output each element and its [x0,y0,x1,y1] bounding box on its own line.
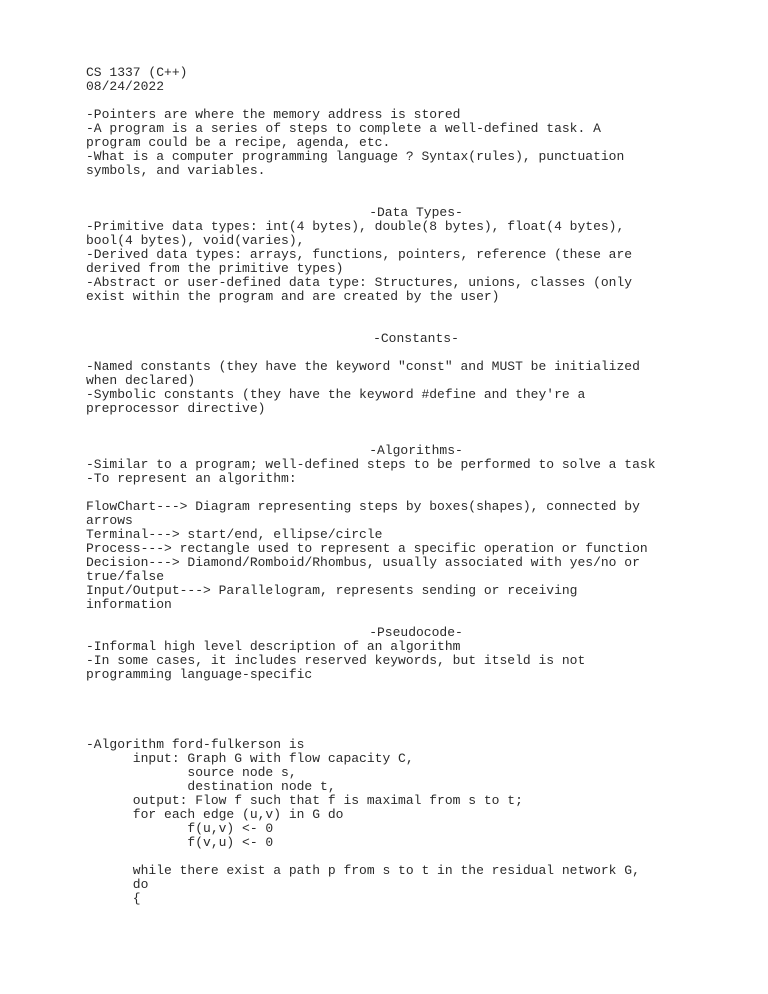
section-heading: -Pseudocode- [369,625,463,640]
code-line: while there exist a path p from s to t in the residual network G, [86,863,640,878]
intro-section [86,108,746,178]
text-line: bool(4 bytes), void(varies), [86,233,305,248]
algorithms-section [86,444,746,612]
text-line: -Similar to a program; well-defined steps to be performed to solve a task [86,457,656,472]
constants-section [86,332,746,416]
section-heading: -Data Types- [369,205,463,220]
ford-fulkerson-pseudocode [86,738,746,906]
text-line: exist within the program and are created by the user) [86,289,500,304]
course-title: CS 1337 (C++) [86,65,188,80]
code-line: f(u,v) <- 0 [86,821,274,836]
code-line: do [86,877,149,892]
code-line: output: Flow f such that f is maximal from s to t; [86,793,523,808]
text-line: program could be a recipe, agenda, etc. [86,135,391,150]
section-heading: -Constants- [373,331,459,346]
text-line: when declared) [86,373,196,388]
data-types-section [86,206,746,304]
note-date: 08/24/2022 [86,79,165,94]
text-line: -Abstract or user-defined data type: Structures, unions, classes (only [86,275,633,290]
text-line: Process---> rectangle used to represent a specific operation or function [86,541,648,556]
text-line: -In some cases, it includes reserved keywords, but itseld is not [86,653,586,668]
text-line: information [86,597,172,612]
text-line: -Derived data types: arrays, functions, pointers, reference (these are [86,247,633,262]
code-line: source node s, [86,765,297,780]
notes-document [86,66,746,906]
text-line: -What is a computer programming language ? Syntax(rules), punctuation [86,149,625,164]
code-line: input: Graph G with flow capacity C, [86,751,414,766]
text-line: -Primitive data types: int(4 bytes), double(8 bytes), float(4 bytes), [86,219,625,234]
text-line: FlowChart---> Diagram representing steps by boxes(shapes), connected by [86,499,640,514]
pseudocode-section [86,626,746,682]
text-line: preprocessor directive) [86,401,266,416]
text-line: derived from the primitive types) [86,261,344,276]
text-line: -Symbolic constants (they have the keyword #define and they're a [86,387,586,402]
code-line: f(v,u) <- 0 [86,835,274,850]
text-line: -A program is a series of steps to complete a well-defined task. A [86,121,601,136]
text-line: -Informal high level description of an algorithm [86,639,461,654]
text-line: -To represent an algorithm: [86,471,297,486]
text-line: arrows [86,513,133,528]
code-line: destination node t, [86,779,336,794]
text-line: Input/Output---> Parallelogram, represents sending or receiving [86,583,578,598]
text-line: Terminal---> start/end, ellipse/circle [86,527,383,542]
code-line: -Algorithm ford-fulkerson is [86,737,305,752]
text-line: -Pointers are where the memory address is stored [86,107,461,122]
code-line: { [86,891,141,906]
text-line: symbols, and variables. [86,163,266,178]
text-line: true/false [86,569,165,584]
code-line: for each edge (u,v) in G do [86,807,344,822]
text-line: Decision---> Diamond/Romboid/Rhombus, usually associated with yes/no or [86,555,640,570]
section-heading: -Algorithms- [369,443,463,458]
text-line: -Named constants (they have the keyword "const" and MUST be initialized [86,359,640,374]
text-line: programming language-specific [86,667,313,682]
